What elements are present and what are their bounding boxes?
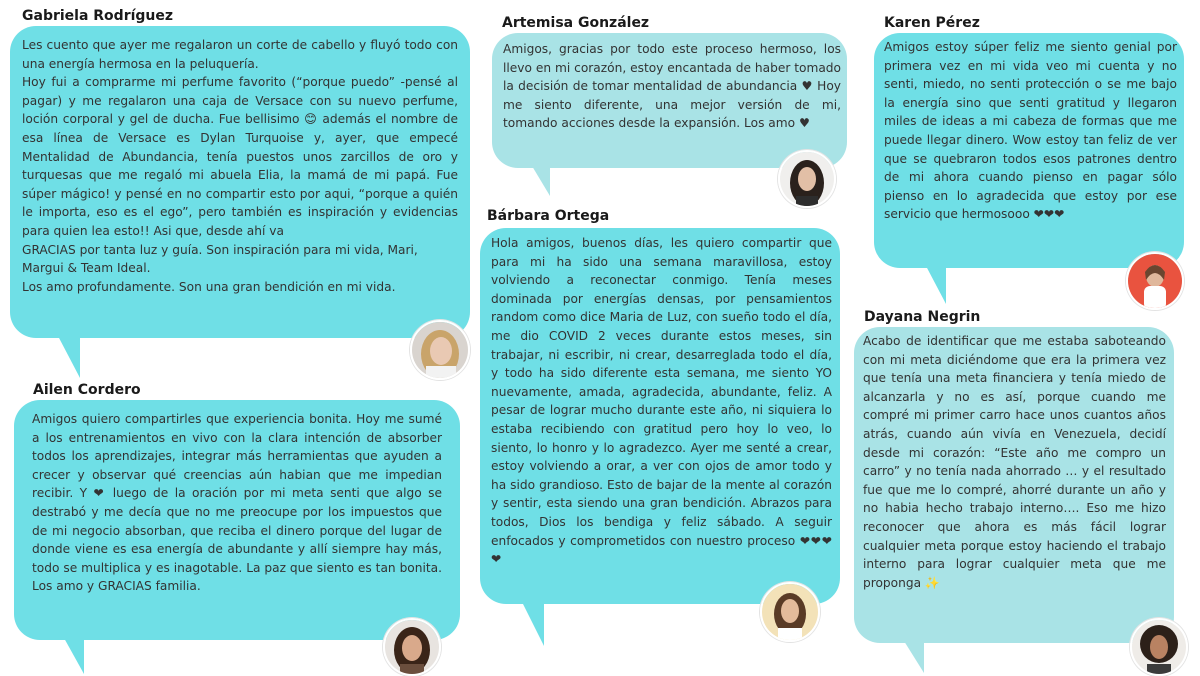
testimonial-text: Amigos quiero compartirles que experiencia bonita. Hoy me sumé a los entrenamientos en vivo con la clara intención de absorber todos los aprendizajes, integrar más herramientas que ayuden a crecer y observar qué creencias aún habian que me impedian recibir. Y ❤ luego de la oración por mi meta senti que algo se destrabó y me decía que no me preocupe por los impuestos que de mi negocio absorban, que reciba el dinero porque del lugar de donde viene es esa energía de abundante y allí siempre hay más, todo se multiplica y es inagotable. La paz que siento es tan bonita. Los amo y GRACIAS familia. [32,412,442,594]
testimonial-text: Les cuento que ayer me regalaron un corte de cabello y fluyó todo con una energía hermosa en la peluquería. [22,38,458,71]
avatar [760,582,820,642]
author-name: Artemisa González [502,15,650,31]
bubble-tail [58,336,80,378]
bubble-tail [926,266,946,304]
avatar [410,320,470,380]
testimonial-text: Acabo de identificar que me estaba saboteando con mi meta diciéndome que era la primera vez que tenía una meta financiera y tenía miedo de alcanzarla y no es así, porque cuando me compré mi primer carro hace unos cuantos años atrás, cuando aún vivía en Venezuela, decidí desde mi corazón: “Este año me compro un carro” y no tenía nada ahorrado … y el resultado fue que me lo compré, ahorré durante un año y no habia hecho trabajo interno…. Eso me hizo reconocer que ahora es más fácil lograr cualquier meta porque estoy haciendo el trabajo interno para lograr cualquier meta que me proponga ✨ [863,334,1166,590]
avatar [778,150,836,208]
testimonial-text: Amigos estoy súper feliz me siento genial por primera vez en mi vida veo mi cuenta y no senti, miedo, no senti protección o se me bajo la energía sino que senti gratitud y llegaron miles de ideas a mi cabeza de formas que me puede llegar dinero. Wow estoy tan feliz de ver que se quebraron todos esos patrones dentro de mi ahora cuando pienso en pagar sólo pienso en lo agradecida que estoy por ese servicio que hermosooo ❤❤❤ [884,40,1177,222]
woman-photo-icon [1128,254,1182,308]
testimonial-bubble [480,228,840,604]
testimonial-text: Los amo profundamente. Son una gran bendición en mi vida. [22,279,396,294]
woman-photo-icon [412,322,468,378]
woman-photo-icon [1132,620,1186,674]
avatar [1126,252,1184,310]
author-name: Dayana Negrin [864,309,981,325]
bubble-tail [532,166,550,196]
author-name: Karen Pérez [884,15,980,31]
author-name: Bárbara Ortega [487,208,610,224]
bubble-tail [522,602,544,646]
woman-photo-icon [780,152,834,206]
author-name: Gabriela Rodríguez [22,8,174,24]
avatar [383,618,441,676]
testimonial-bubble [854,327,1174,643]
testimonial-text: Hoy fui a comprarme mi perfume favorito (“porque puedo” -pensé al pagar) y me regalaron una caja de Versace con su nuevo perfume, loción corporal y gel de ducha. Fue bellisimo 😊 además el nombre de esa línea de Versace es Dylan Turquoise y, ayer, que empecé Mentalidad de Abundancia, tenía puestos unos zarcillos de oro y turquesas que me regaló mi abuela Elia, la mamá de mi papá. Fue súper mágico! y pensé en no compartir esto por aqui, “porque a quién le importa, eso es el ego”, pero también es inspiración y evidencias para quien lea esto!! Asi que, desde ahí va [22,75,458,238]
testimonial-bubble [10,26,470,338]
testimonial-text: GRACIAS por tanta luz y guía. Son inspiración para mi vida, Mari, Margui & Team Ideal. [22,242,418,276]
bubble-tail [64,638,84,674]
testimonial-bubble [492,33,847,168]
avatar [1130,618,1188,676]
testimonial-text: Amigos, gracias por todo este proceso hermoso, los llevo en mi corazón, estoy encantada de haber tomado la decisión de tomar mentalidad de abundancia ♥ Hoy me siento diferente, una mejor versión de mi, tomando acciones desde la expansión. Los amo ♥ [503,42,841,131]
testimonial-bubble [14,400,460,640]
author-name: Ailen Cordero [33,382,141,398]
woman-photo-icon [762,584,818,640]
bubble-tail [904,641,924,673]
testimonial-bubble [874,33,1184,268]
testimonial-text: Hola amigos, buenos días, les quiero compartir que para mi ha sido una semana maravillosa, estoy volviendo a reconectar conmigo. Tenía meses dominada por energías densas, por pensamientos random como dice Maria de Luz, con sueño todo el día, me dio COVID 2 veces durante estos meses, sin trabajar, ni escribir, ni crear, desarreglada todo el día, y todo ha sido diferente esta semana, me siento YO nuevamente, amada, agradecida, abundante, feliz. A pesar de lograr mucho durante este año, ni siquiera lo estaba recibiendo con gratitud pero hoy lo veo, lo siento, lo honro y lo agradezco. Ayer me senté a crear, estoy volviendo a orar, a ver con ojos de amor todo y ha sido grandioso. Esto de bajar de la mente al corazón y sentir, esta siendo una gran bendición. Abrazos para todos, Dios los bendiga y feliz sábado. A seguir enfocados y comprometidos con nuestro proceso ❤❤❤❤ [491,236,832,567]
woman-photo-icon [385,620,439,674]
